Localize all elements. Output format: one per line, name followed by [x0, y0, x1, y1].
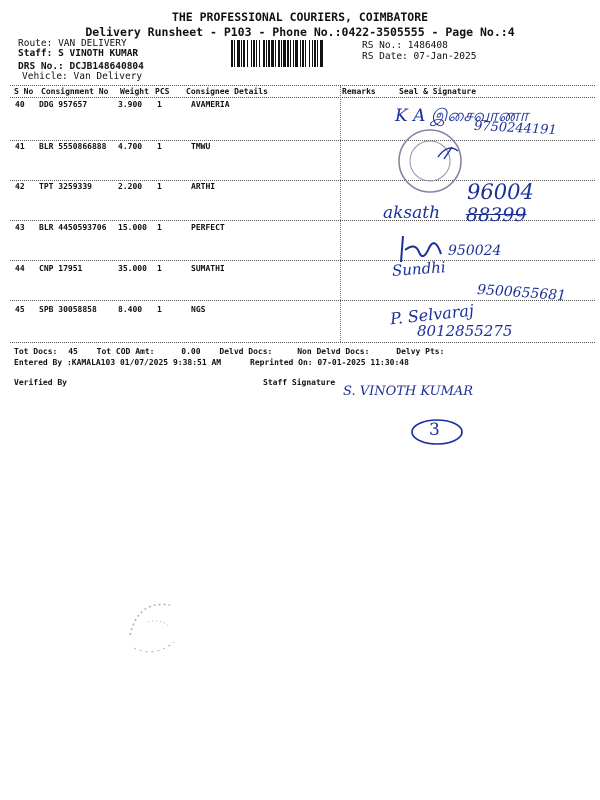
tot-cod-value: 0.00 [181, 347, 201, 356]
drs-value: DCJB148640804 [69, 61, 144, 72]
row45-recipient-phone: 8012855275 [417, 322, 513, 340]
row42-recipient-phone: 88399 [466, 204, 527, 226]
row40-recipient-phone: 9750244191 [473, 118, 558, 139]
reprinted-on: Reprinted On: 07-01-2025 11:30:48 [250, 358, 409, 367]
cell-sno: 40 [15, 100, 25, 109]
vehicle-label: Vehicle: [22, 71, 68, 82]
cell-weight: 15.000 [118, 223, 147, 232]
cell-sno: 42 [15, 182, 25, 191]
rs-date-line [362, 51, 476, 62]
header-seal-signature: Seal & Signature [399, 87, 477, 96]
table-header-border [10, 97, 595, 98]
rs-no-value: 1486408 [407, 40, 448, 51]
entered-by: Entered By :KAMALA103 01/07/2025 9:38:51 AM [14, 358, 222, 367]
cell-pcs: 1 [157, 305, 162, 314]
vehicle-line [22, 71, 142, 82]
delivery-stamp [392, 125, 472, 200]
cell-consignee: PERFECT [191, 223, 225, 232]
cell-pcs: 1 [157, 100, 162, 109]
staff-value: S VINOTH KUMAR [58, 48, 139, 59]
delvy-pts-label: Delvy Pts: [396, 347, 445, 356]
remarks-divider [340, 86, 341, 342]
barcode-gap [323, 40, 324, 67]
row-divider [10, 140, 595, 141]
cell-consignment: TPT 3259339 [39, 182, 92, 191]
faint-stamp-mark [120, 590, 200, 670]
rs-no-line [362, 40, 448, 51]
circled-number-text: 3 [429, 420, 440, 440]
table-top-border [10, 85, 595, 86]
cell-consignee: AVAMERIA [191, 100, 230, 109]
cell-sno: 44 [15, 264, 25, 273]
rs-no-label: RS No.: [362, 40, 403, 51]
cell-consignee: TMWU [191, 142, 211, 151]
cell-consignee: ARTHI [191, 182, 216, 191]
route-value: VAN DELIVERY [58, 38, 127, 49]
non-delvd-docs-label: Non Delvd Docs: [297, 347, 370, 356]
route-label: Route: [18, 38, 53, 49]
cell-weight: 3.900 [118, 100, 143, 109]
rs-date-label: RS Date: [362, 51, 408, 62]
table-bottom-border [10, 342, 595, 343]
cell-consignment: SPB 30058858 [39, 305, 97, 314]
header-consignee: Consignee Details [186, 87, 268, 96]
cell-weight: 4.700 [118, 142, 143, 151]
header-pcs: PCS [155, 87, 170, 96]
header-weight: Weight [120, 87, 149, 96]
cell-sno: 45 [15, 305, 25, 314]
staff-handwritten-signature: S. VINOTH KUMAR [343, 384, 474, 399]
staff-signature-label: Staff Signature [263, 378, 336, 387]
rs-date-value: 07-Jan-2025 [413, 51, 477, 62]
verified-by-label: Verified By [14, 378, 67, 387]
barcode [231, 40, 355, 67]
tot-docs-label: Tot Docs: [14, 347, 58, 356]
header-consignment: Consignment No [41, 87, 109, 96]
cell-pcs: 1 [157, 264, 162, 273]
row45-recipient-name: P. Selvaraj [389, 300, 475, 329]
row44-recipient-name: Sundhi [391, 258, 447, 280]
cell-consignment: BLR 4450593706 [39, 223, 107, 232]
totals-line [14, 347, 444, 356]
cell-weight: 35.000 [118, 264, 147, 273]
row-divider [10, 260, 595, 261]
cell-consignment: CNP 17951 [39, 264, 83, 273]
cell-consignee: SUMATHI [191, 264, 225, 273]
cell-consignment: DDG 957657 [39, 100, 88, 109]
header-remarks: Remarks [342, 87, 376, 96]
tot-docs-value: 45 [68, 347, 78, 356]
cell-consignment: BLR 5550866888 [39, 142, 107, 151]
company-title: THE PROFESSIONAL COURIERS, COIMBATORE [171, 10, 429, 24]
cell-pcs: 1 [157, 182, 162, 191]
cell-pcs: 1 [157, 142, 162, 151]
cell-weight: 2.200 [118, 182, 143, 191]
runsheet-title: Delivery Runsheet - P103 - Phone No.:0422-3505555 - Page No.:4 [85, 25, 515, 39]
drs-label: DRS No.: [18, 61, 64, 72]
row44-recipient-phone: 9500655681 [476, 281, 567, 305]
cell-pcs: 1 [157, 223, 162, 232]
row42-handwritten-number: 96004 [467, 180, 534, 204]
staff-line [18, 48, 138, 59]
header-sno: S No [14, 87, 34, 96]
staff-label: Staff: [18, 48, 53, 59]
cell-sno: 41 [15, 142, 25, 151]
cell-sno: 43 [15, 223, 25, 232]
cell-consignee: NGS [191, 305, 206, 314]
row-divider [10, 300, 595, 301]
delvd-docs-label: Delvd Docs: [219, 347, 273, 356]
row43-handwritten-number: 950024 [448, 243, 502, 259]
tot-cod-label: Tot COD Amt: [96, 347, 155, 356]
row42-recipient-name: aksath [383, 203, 441, 223]
cell-weight: 8.400 [118, 305, 143, 314]
vehicle-value: Van Delivery [73, 71, 143, 82]
row40-recipient-name: K A இசைவாணா [395, 106, 529, 126]
